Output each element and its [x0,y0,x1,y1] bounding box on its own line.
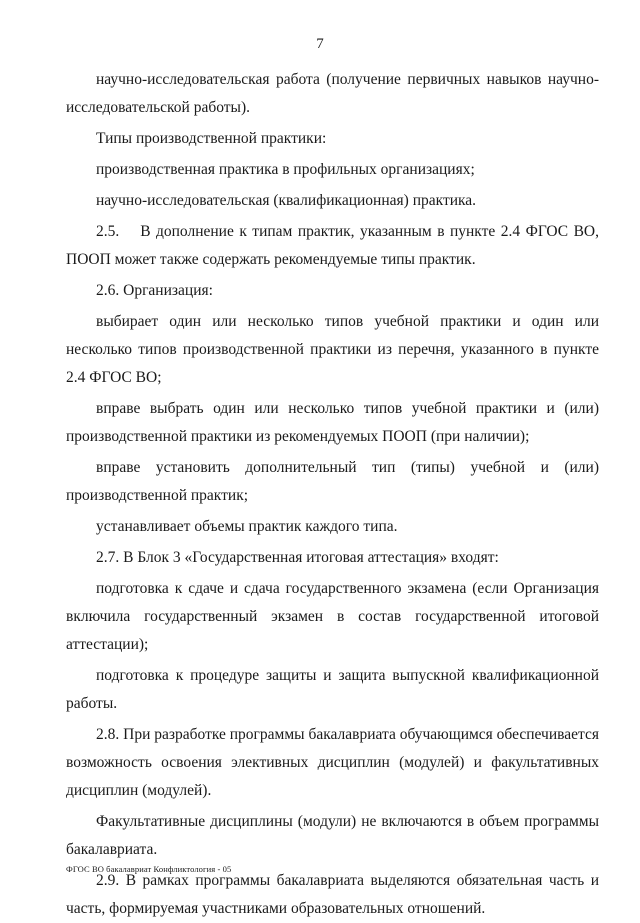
paragraph-may-choose: вправе выбрать один или несколько типов учебной практики и (или) производственной практики из рекомендуемых ПООП (при наличии); [66,400,599,445]
paragraph-2-6-heading: 2.6. Организация: [96,282,213,299]
paragraph-chooses-types: выбирает один или несколько типов учебной практики и один или несколько типов производственной практики из перечня, указанного в пункте 2.4 ФГОС ВО; [66,313,599,386]
paragraph-optional-disciplines: Факультативные дисциплины (модули) не включаются в объем программы бакалавриата. [66,813,599,858]
paragraph-production-types-heading: Типы производственной практики: [96,130,327,147]
page-number: 7 [316,36,324,52]
paragraph-production-practice: производственная практика в профильных организациях; [96,161,475,178]
paragraph-sets-volumes: устанавливает объемы практик каждого типа. [96,518,398,535]
paragraph-2-9: 2.9. В рамках программы бакалавриата выделяются обязательная часть и часть, формируемая участниками образовательных отношений. [66,872,599,917]
paragraph-may-set-type: вправе установить дополнительный тип (типы) учебной и (или) производственной практик; [66,459,599,504]
paragraph-2-7-heading: 2.7. В Блок 3 «Государственная итоговая аттестация» входят: [96,549,499,566]
paragraph-research-qualification: научно-исследовательская (квалификационная) практика. [96,192,477,209]
page-footer: ФГОС ВО бакалавриат Конфликтология - 05 [66,864,232,874]
paragraph-state-exam: подготовка к сдаче и сдача государственного экзамена (если Организация включила государственный экзамен в состав государственной итоговой аттестации); [66,580,599,653]
document-body [66,66,599,923]
paragraph-thesis-defense: подготовка к процедуре защиты и защита выпускной квалификационной работы. [66,667,599,712]
paragraph-research-work: научно-исследовательская работа (получение первичных навыков научно-исследовательской работы). [66,71,599,116]
paragraph-2-5: 2.5. В дополнение к типам практик, указанным в пункте 2.4 ФГОС ВО, ПООП может также содержать рекомендуемые типы практик. [66,223,599,268]
paragraph-2-8: 2.8. При разработке программы бакалавриата обучающимся обеспечивается возможность освоения элективных дисциплин (модулей) и факультативных дисциплин (модулей). [66,726,599,799]
